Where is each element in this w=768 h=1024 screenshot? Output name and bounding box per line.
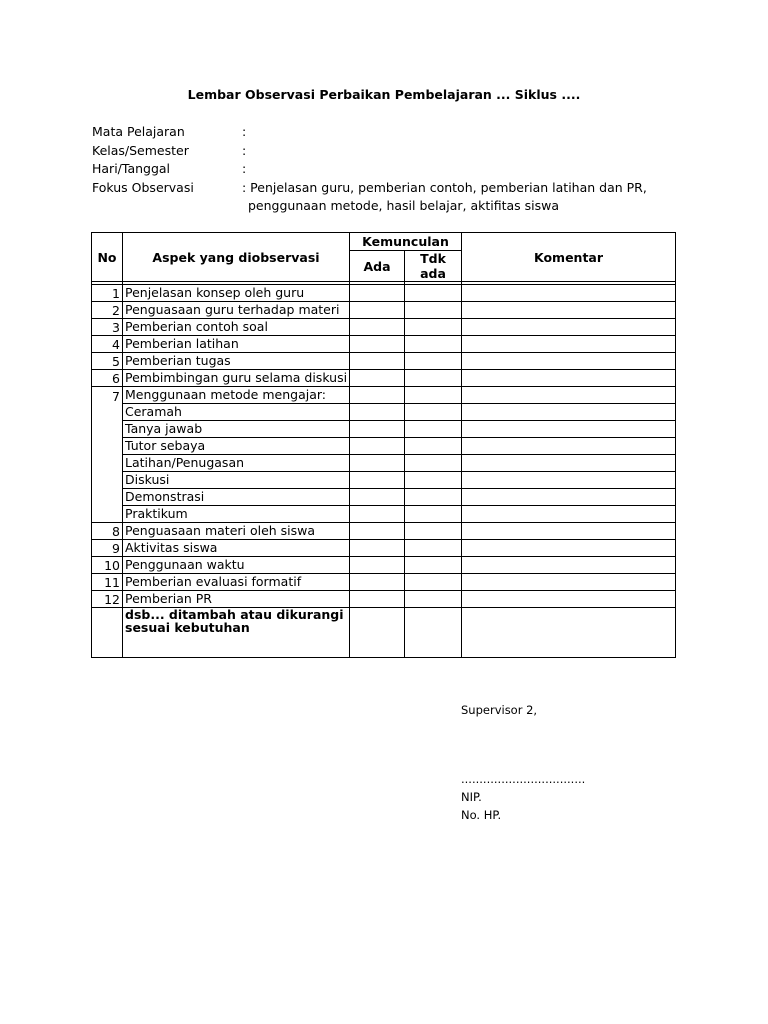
cell-ada[interactable] (350, 472, 405, 489)
meta-row (92, 160, 647, 179)
cell-komentar[interactable] (462, 557, 676, 574)
cell-tdk-ada[interactable] (405, 540, 462, 557)
cell-komentar[interactable] (462, 319, 676, 336)
cell-komentar[interactable] (462, 336, 676, 353)
row-number (92, 404, 123, 421)
row-number: 1 (92, 285, 123, 302)
meta-label: Mata Pelajaran (92, 124, 185, 139)
cell-ada[interactable] (350, 319, 405, 336)
cell-komentar[interactable] (462, 472, 676, 489)
table-row (92, 438, 676, 455)
cell-tdk-ada[interactable] (405, 523, 462, 540)
header-tdk-ada: Tdk ada (405, 251, 462, 282)
table-row (92, 285, 676, 302)
cell-komentar[interactable] (462, 608, 676, 658)
cell-ada[interactable] (350, 370, 405, 387)
meta-label: Fokus Observasi (92, 179, 194, 195)
row-number: 11 (92, 574, 123, 591)
cell-komentar[interactable] (462, 591, 676, 608)
cell-komentar[interactable] (462, 421, 676, 438)
cell-tdk-ada[interactable] (405, 387, 462, 404)
row-aspect-note: dsb... ditambah atau dikurangi sesuai kebutuhan (123, 608, 350, 658)
header-ada: Ada (350, 251, 405, 282)
row-aspect: Pemberian latihan (123, 336, 350, 353)
table-row (92, 574, 676, 591)
observation-table (91, 232, 676, 658)
table-row (92, 557, 676, 574)
cell-ada[interactable] (350, 489, 405, 506)
cell-ada[interactable] (350, 404, 405, 421)
cell-ada[interactable] (350, 387, 405, 404)
header-kemunculan: Kemunculan (350, 233, 462, 251)
row-number: 5 (92, 353, 123, 370)
row-number (92, 438, 123, 455)
row-number (92, 608, 123, 658)
meta-row (92, 179, 647, 198)
cell-tdk-ada[interactable] (405, 557, 462, 574)
meta-label: Hari/Tanggal (92, 161, 171, 176)
cell-komentar[interactable] (462, 506, 676, 523)
cell-ada[interactable] (350, 421, 405, 438)
row-aspect: Demonstrasi (123, 489, 350, 506)
cell-tdk-ada[interactable] (405, 574, 462, 591)
cell-ada[interactable] (350, 455, 405, 472)
cell-komentar[interactable] (462, 489, 676, 506)
row-number: 6 (92, 370, 123, 387)
header-no: No (92, 233, 123, 282)
cell-komentar[interactable] (462, 353, 676, 370)
table-row (92, 370, 676, 387)
cell-tdk-ada[interactable] (405, 336, 462, 353)
row-aspect: Menggunaan metode mengajar: (123, 387, 350, 404)
cell-tdk-ada[interactable] (405, 319, 462, 336)
row-aspect: Tutor sebaya (123, 438, 350, 455)
table-row (92, 319, 676, 336)
meta-value: : (242, 142, 247, 158)
cell-ada[interactable] (350, 557, 405, 574)
row-aspect: Penguasaan materi oleh siswa (123, 523, 350, 540)
cell-komentar[interactable] (462, 404, 676, 421)
table-row (92, 302, 676, 319)
cell-komentar[interactable] (462, 387, 676, 404)
cell-tdk-ada[interactable] (405, 285, 462, 302)
row-number (92, 455, 123, 472)
cell-ada[interactable] (350, 438, 405, 455)
table-row (92, 523, 676, 540)
meta-block (92, 123, 647, 216)
cell-tdk-ada[interactable] (405, 302, 462, 319)
row-aspect: Penguasaan guru terhadap materi (123, 302, 350, 319)
cell-tdk-ada[interactable] (405, 489, 462, 506)
cell-tdk-ada[interactable] (405, 438, 462, 455)
meta-value: : (242, 124, 247, 139)
table-row (92, 353, 676, 370)
cell-komentar[interactable] (462, 285, 676, 302)
cell-tdk-ada[interactable] (405, 591, 462, 608)
cell-komentar[interactable] (462, 540, 676, 557)
cell-tdk-ada[interactable] (405, 353, 462, 370)
table-row (92, 489, 676, 506)
row-number: 8 (92, 523, 123, 540)
header-aspek: Aspek yang diobservasi (123, 233, 350, 282)
cell-tdk-ada[interactable] (405, 455, 462, 472)
table-row (92, 540, 676, 557)
cell-ada[interactable] (350, 574, 405, 591)
row-aspect: Pemberian contoh soal (123, 319, 350, 336)
cell-komentar[interactable] (462, 523, 676, 540)
table-row-final (92, 608, 676, 658)
row-number: 12 (92, 591, 123, 608)
row-number: 3 (92, 319, 123, 336)
row-aspect: Praktikum (123, 506, 350, 523)
cell-tdk-ada[interactable] (405, 404, 462, 421)
row-aspect: Diskusi (123, 472, 350, 489)
table-row (92, 506, 676, 523)
row-aspect: Pemberian tugas (123, 353, 350, 370)
row-aspect: Aktivitas siswa (123, 540, 350, 557)
page-title: Lembar Observasi Perbaikan Pembelajaran ... Siklus .... (187, 87, 581, 102)
signature-role: Supervisor 2, (461, 703, 538, 717)
cell-komentar[interactable] (462, 438, 676, 455)
cell-ada[interactable] (350, 353, 405, 370)
row-number (92, 421, 123, 438)
cell-tdk-ada[interactable] (405, 370, 462, 387)
row-aspect: Pemberian PR (123, 591, 350, 608)
cell-ada[interactable] (350, 302, 405, 319)
row-aspect: Tanya jawab (123, 421, 350, 438)
row-number: 4 (92, 336, 123, 353)
table-row (92, 455, 676, 472)
row-aspect: Pemberian evaluasi formatif (123, 574, 350, 591)
row-aspect: Pembimbingan guru selama diskusi (123, 370, 350, 387)
table-row (92, 421, 676, 438)
row-number (92, 506, 123, 523)
cell-komentar[interactable] (462, 370, 676, 387)
meta-value: : Penjelasan guru, pemberian contoh, pemberian latihan dan PR, (242, 179, 647, 195)
signature-hp: No. HP. (461, 808, 502, 822)
header-komentar: Komentar (462, 233, 676, 282)
table-row (92, 472, 676, 489)
row-number: 7 (92, 387, 123, 404)
cell-tdk-ada[interactable] (405, 506, 462, 523)
row-aspect: Penggunaan waktu (123, 557, 350, 574)
meta-row (92, 142, 647, 161)
table-row (92, 404, 676, 421)
cell-komentar[interactable] (462, 455, 676, 472)
cell-ada[interactable] (350, 285, 405, 302)
signature-line: .................................. (461, 772, 586, 786)
cell-ada[interactable] (350, 591, 405, 608)
row-number (92, 472, 123, 489)
row-number (92, 489, 123, 506)
meta-label: Kelas/Semester (92, 142, 189, 158)
cell-ada[interactable] (350, 540, 405, 557)
table-row (92, 387, 676, 404)
meta-continuation: penggunaan metode, hasil belajar, aktifitas siswa (248, 198, 560, 213)
row-aspect: Ceramah (123, 404, 350, 421)
cell-tdk-ada[interactable] (405, 472, 462, 489)
cell-ada[interactable] (350, 506, 405, 523)
row-aspect: Latihan/Penugasan (123, 455, 350, 472)
row-number: 9 (92, 540, 123, 557)
row-number: 10 (92, 557, 123, 574)
row-aspect: Penjelasan konsep oleh guru (123, 285, 350, 302)
cell-ada[interactable] (350, 336, 405, 353)
meta-value: : (242, 161, 247, 176)
table-row (92, 591, 676, 608)
cell-ada[interactable] (350, 608, 405, 658)
cell-komentar[interactable] (462, 302, 676, 319)
cell-tdk-ada[interactable] (405, 421, 462, 438)
cell-tdk-ada[interactable] (405, 608, 462, 658)
signature-nip: NIP. (461, 790, 482, 804)
cell-komentar[interactable] (462, 574, 676, 591)
cell-ada[interactable] (350, 523, 405, 540)
meta-row (92, 123, 647, 142)
row-number: 2 (92, 302, 123, 319)
table-row (92, 336, 676, 353)
